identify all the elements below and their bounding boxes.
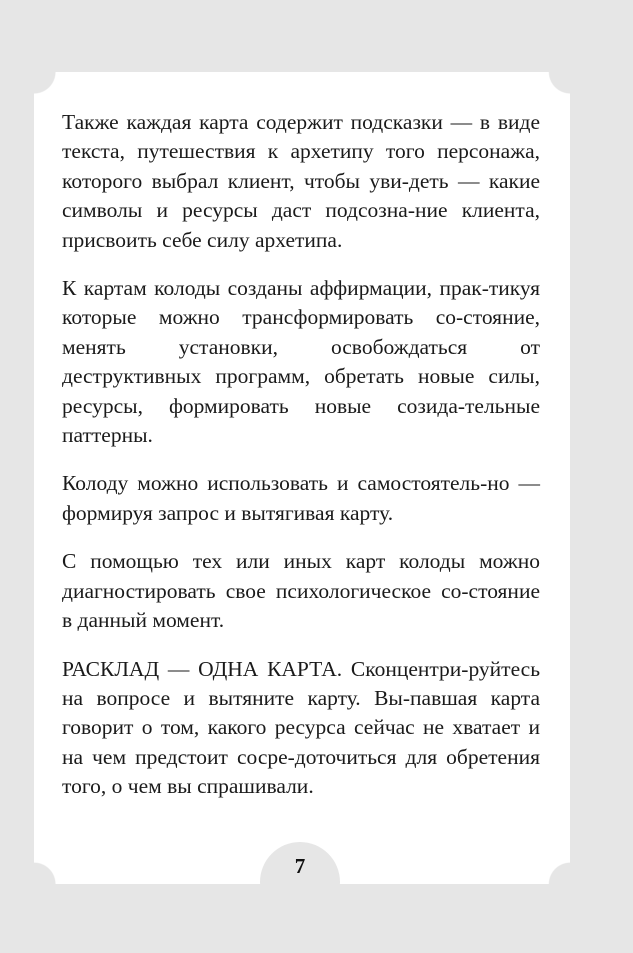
paragraph-self-use: Колоду можно использовать и самостоятель-но — формируя запрос и вытягивая карту. <box>62 471 540 525</box>
page-body <box>62 108 540 821</box>
page-number: 7 <box>294 854 306 878</box>
paragraph-card-hints: Также каждая карта содержит подсказки — в виде текста, путешествия к архетипу того персонажа, которого выбрал клиент, чтобы уви-деть — какие символы и ресурсы даст подсозна-ние клиента, присвоить себе силу архетипа. <box>62 110 540 252</box>
paragraph-diagnostics: С помощью тех или иных карт колоды можно диагностировать свое психологическое со-стояние в данный момент. <box>62 549 540 633</box>
paragraph-one-card-spread: РАСКЛАД — ОДНА КАРТА. Сконцентри-руйтесь на вопросе и вытяните карту. Вы-павшая карта говорит о том, какого ресурса сейчас не хватает и на чем предстоит сосре-доточиться для обретения того, о чем вы спрашивали. <box>62 656 540 799</box>
paragraph-affirmations: К картам колоды созданы аффирмации, прак-тикуя которые можно трансформировать со-стояние, менять установки, освобождаться от деструктивных программ, обретать новые силы, ресурсы, формировать новые созида-тельные паттерны. <box>62 276 540 448</box>
